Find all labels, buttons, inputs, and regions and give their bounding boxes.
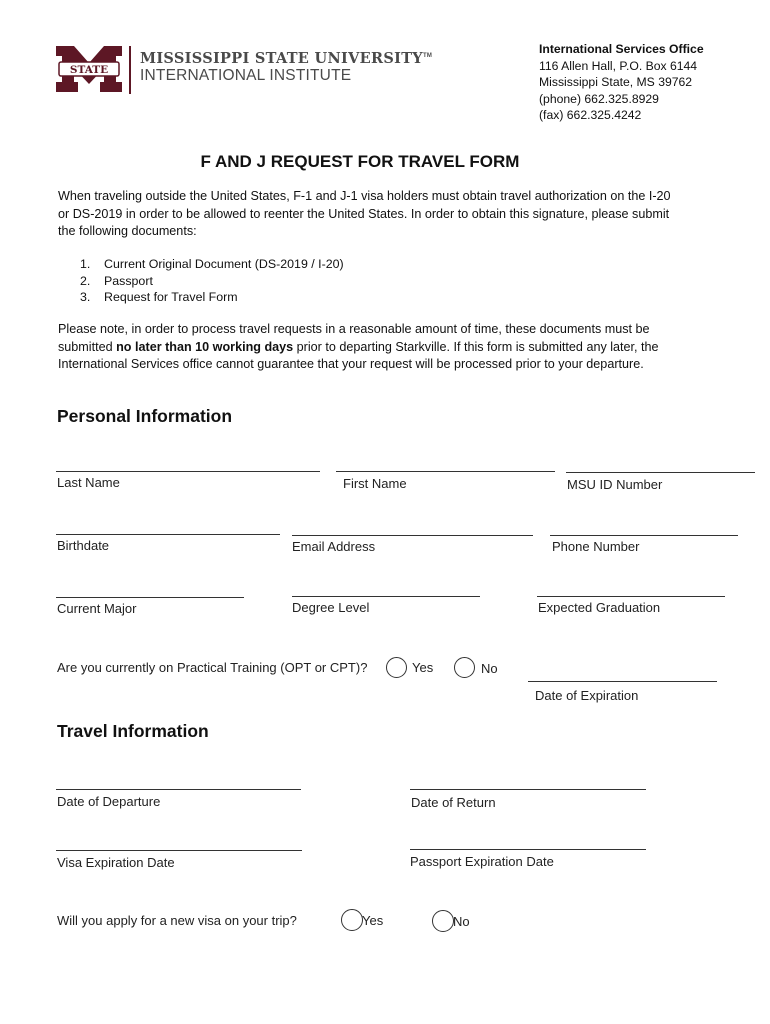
university-name: MISSISSIPPI STATE UNIVERSITY™ bbox=[140, 50, 433, 67]
msu-logo-icon bbox=[56, 46, 122, 92]
expiration-label: Date of Expiration bbox=[535, 688, 639, 703]
major-field[interactable] bbox=[56, 597, 244, 598]
practical-training-no-radio[interactable] bbox=[454, 657, 475, 678]
msu-id-field[interactable] bbox=[566, 472, 755, 473]
passport-expiration-field[interactable] bbox=[410, 849, 646, 850]
new-visa-yes-radio[interactable] bbox=[341, 909, 363, 931]
list-item: 2. Passport bbox=[80, 273, 153, 288]
last-name-field[interactable] bbox=[56, 471, 320, 472]
new-visa-no-radio[interactable] bbox=[432, 910, 454, 932]
logo-text: STATE bbox=[69, 64, 109, 76]
intro-paragraph: When traveling outside the United States, F-1 and J-1 visa holders must obtain travel authorization on the I-20 or DS-2019 in order to be allowed to reenter the United States. In order to obtain this signature, please submit the following documents: bbox=[58, 189, 671, 238]
logo-divider bbox=[129, 46, 131, 94]
birthdate-field[interactable] bbox=[56, 534, 280, 535]
list-item: 1. Current Original Document (DS-2019 / I-20) bbox=[80, 257, 344, 271]
expiration-field[interactable] bbox=[528, 681, 717, 682]
visa-expiration-label: Visa Expiration Date bbox=[57, 855, 175, 870]
new-visa-no-label: No bbox=[453, 914, 470, 929]
form-title: F AND J REQUEST FOR TRAVEL FORM bbox=[200, 152, 520, 171]
office-address-line1: 116 Allen Hall, P.O. Box 6144 bbox=[539, 58, 698, 73]
list-item: 3. Request for Travel Form bbox=[80, 290, 238, 304]
practical-training-yes-radio[interactable] bbox=[386, 657, 407, 678]
birthdate-label: Birthdate bbox=[57, 538, 110, 553]
office-phone: (phone) 662.325.8929 bbox=[539, 91, 659, 106]
return-label: Date of Return bbox=[411, 795, 496, 810]
last-name-label: Last Name bbox=[57, 475, 120, 490]
major-label: Current Major bbox=[57, 601, 137, 616]
return-field[interactable] bbox=[410, 789, 646, 790]
first-name-label: First Name bbox=[343, 476, 407, 491]
passport-expiration-label: Passport Expiration Date bbox=[410, 854, 554, 869]
visa-expiration-field[interactable] bbox=[56, 850, 302, 851]
graduation-label: Expected Graduation bbox=[538, 600, 661, 615]
institute-name: INTERNATIONAL INSTITUTE bbox=[140, 67, 352, 84]
office-address-line2: Mississippi State, MS 39762 bbox=[539, 75, 693, 89]
personal-info-heading: Personal Information bbox=[57, 406, 233, 426]
practical-training-yes-label: Yes bbox=[412, 660, 434, 675]
new-visa-question: Will you apply for a new visa on your trip? bbox=[57, 913, 297, 928]
deadline-emphasis: no later than 10 working days bbox=[116, 339, 294, 354]
office-fax: (fax) 662.325.4242 bbox=[539, 108, 642, 122]
deadline-note: Please note, in order to process travel requests in a reasonable amount of time, these documents must be submitted no later than 10 working days prior to departing Starkville. If this form is submitted any later, the International Services office cannot guarantee that your request will be processed prior to your departure. bbox=[58, 322, 659, 371]
graduation-field[interactable] bbox=[537, 596, 725, 597]
travel-info-heading: Travel Information bbox=[57, 721, 209, 741]
practical-training-no-label: No bbox=[481, 661, 498, 676]
phone-field[interactable] bbox=[550, 535, 738, 536]
practical-training-question: Are you currently on Practical Training (OPT or CPT)? bbox=[57, 660, 368, 675]
required-documents-list bbox=[80, 256, 344, 306]
departure-label: Date of Departure bbox=[57, 794, 161, 809]
msu-id-label: MSU ID Number bbox=[567, 477, 663, 492]
trademark: TM bbox=[422, 53, 433, 60]
departure-field[interactable] bbox=[56, 789, 301, 790]
phone-label: Phone Number bbox=[552, 539, 640, 554]
office-name: International Services Office bbox=[539, 42, 704, 56]
new-visa-yes-label: Yes bbox=[362, 913, 384, 928]
degree-field[interactable] bbox=[292, 596, 480, 597]
first-name-field[interactable] bbox=[336, 471, 555, 472]
office-address-block bbox=[539, 41, 704, 124]
email-field[interactable] bbox=[292, 535, 533, 536]
degree-label: Degree Level bbox=[292, 600, 370, 615]
email-label: Email Address bbox=[292, 539, 376, 554]
